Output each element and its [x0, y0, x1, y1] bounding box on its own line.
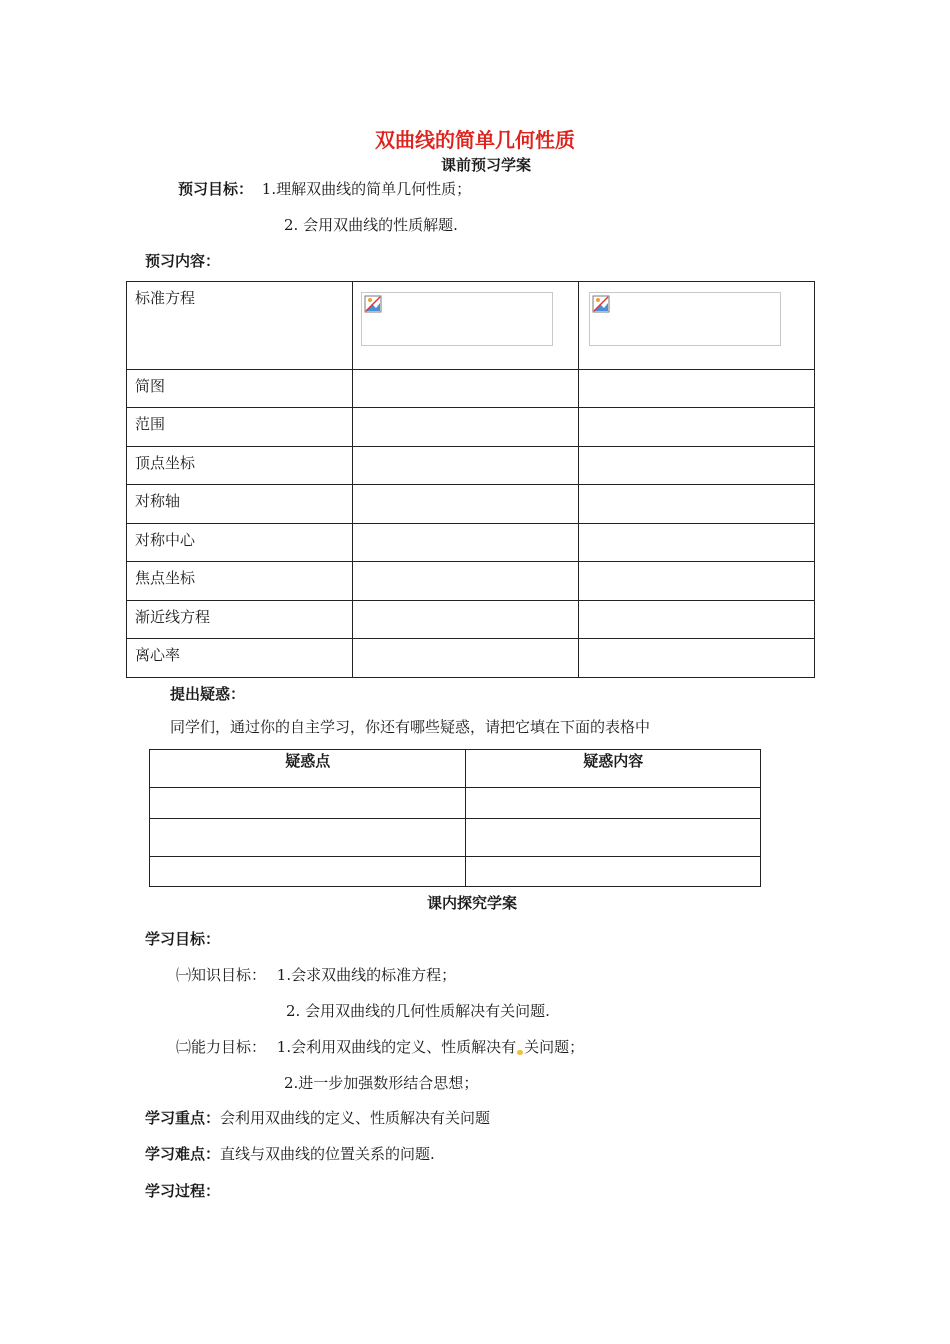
- row-label: 简图: [127, 370, 353, 408]
- table-row: [127, 639, 815, 678]
- equation-image-1: [361, 292, 553, 346]
- row-label: 对称轴: [127, 485, 353, 524]
- highlight-mark: [517, 1050, 523, 1055]
- equation-cell-1: [352, 282, 579, 370]
- table-row: [150, 819, 761, 857]
- table-row: [127, 447, 815, 485]
- knowledge-goal-item1: 1.会求双曲线的标准方程；: [276, 966, 457, 984]
- difficulty-text: 直线与双曲线的位置关系的问题.: [220, 1145, 435, 1163]
- preview-goal-label: 预习目标：: [178, 180, 254, 198]
- section-heading-preview: 课前预习学案: [441, 156, 532, 174]
- table-header-row: [150, 750, 761, 788]
- broken-image-icon: [364, 295, 382, 313]
- ability-goal-line1: [176, 1036, 584, 1057]
- table-row: [127, 370, 815, 408]
- col-header-point: 疑惑点: [150, 750, 466, 788]
- ability-goal-item1: 1.会利用双曲线的定义、性质解决有 关问题；: [276, 1038, 585, 1056]
- knowledge-goal-line1: [176, 964, 456, 985]
- key-point-line: [145, 1107, 490, 1128]
- row-label: 焦点坐标: [127, 562, 353, 601]
- key-point-text: 会利用双曲线的定义、性质解决有关问题: [220, 1109, 491, 1127]
- preview-goal-item1: 1.理解双曲线的简单几何性质；: [261, 180, 472, 198]
- table-row: [127, 562, 815, 601]
- properties-table: [126, 281, 815, 678]
- doubts-label: 提出疑惑：: [170, 685, 246, 703]
- equation-image-2: [589, 292, 781, 346]
- difficulty-label: 学习难点：: [145, 1145, 221, 1163]
- preview-goal-line1: [178, 178, 471, 199]
- knowledge-goal-item2: 2. 会用双曲线的几何性质解决有关问题.: [286, 1002, 550, 1020]
- table-row: [150, 857, 761, 887]
- table-row: [127, 601, 815, 639]
- learning-goal-label: 学习目标：: [145, 930, 221, 948]
- doubts-intro: 同学们，通过你的自主学习，你还有哪些疑惑，请把它填在下面的表格中: [170, 718, 651, 736]
- preview-content-label: 预习内容：: [145, 252, 221, 270]
- row-label: 离心率: [127, 639, 353, 678]
- difficulty-line: [145, 1143, 435, 1164]
- broken-image-icon: [592, 295, 610, 313]
- equation-cell-2: [579, 282, 815, 370]
- table-row: [127, 485, 815, 524]
- table-row: [127, 282, 815, 370]
- row-label: 对称中心: [127, 524, 353, 562]
- ability-goal-item2: 2.进一步加强数形结合思想；: [284, 1074, 479, 1092]
- section-heading-inclass: 课内探究学案: [427, 894, 518, 912]
- process-label: 学习过程：: [145, 1182, 221, 1200]
- knowledge-goal-label: ㈠知识目标：: [176, 966, 267, 984]
- table-row: [150, 788, 761, 819]
- ability-goal-label: ㈡能力目标：: [176, 1038, 267, 1056]
- table-row: [127, 524, 815, 562]
- table-row: [127, 408, 815, 447]
- row-label: 范围: [127, 408, 353, 447]
- preview-goal-item2: 2. 会用双曲线的性质解题.: [284, 216, 458, 234]
- col-header-content: 疑惑内容: [466, 750, 761, 788]
- doubts-table: [149, 749, 761, 887]
- key-point-label: 学习重点：: [145, 1109, 221, 1127]
- row-label: 标准方程: [127, 282, 353, 370]
- row-label: 渐近线方程: [127, 601, 353, 639]
- row-label: 顶点坐标: [127, 447, 353, 485]
- doc-title: 双曲线的简单几何性质: [375, 128, 575, 152]
